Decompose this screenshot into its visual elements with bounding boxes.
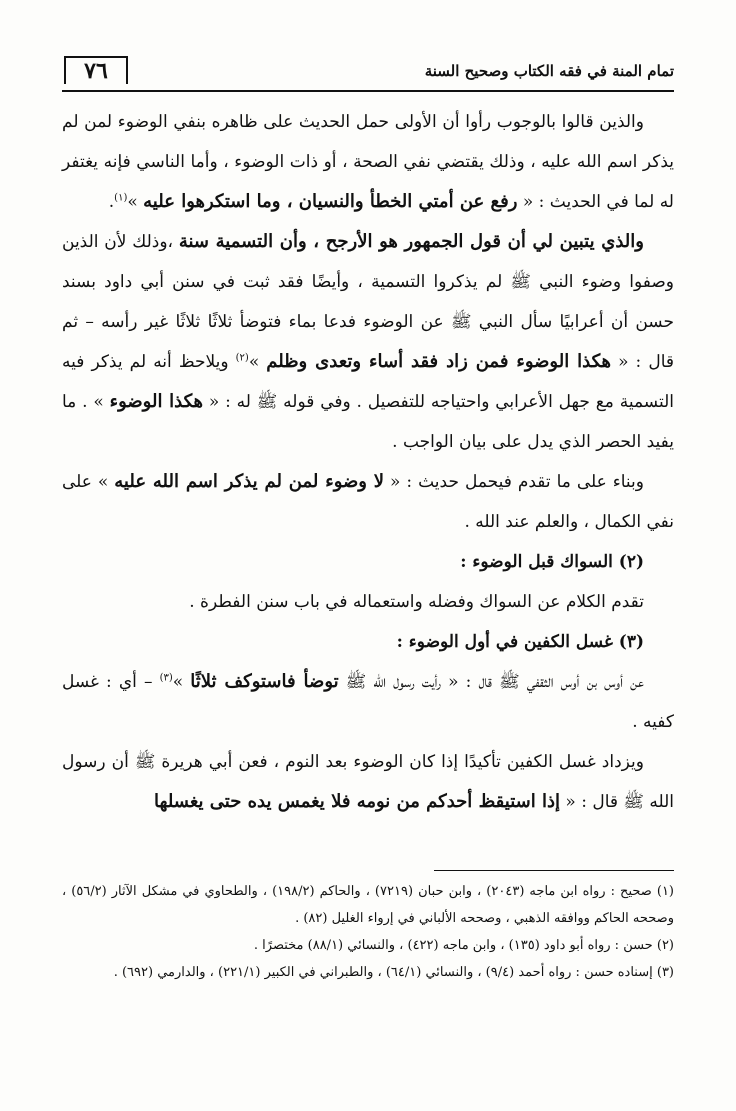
p6-text: ويزداد غسل الكفين تأكيدًا إذا كان الوضوء بعد النوم ، فعن أبي هريرة ﷺ أن رسول الله ﷺ قال : « [62, 752, 674, 812]
page-number: ٧٦ [64, 56, 128, 84]
p1-end: . [108, 192, 115, 212]
paragraph-5 [62, 662, 674, 742]
main-text [62, 102, 674, 822]
paragraph-1 [62, 102, 674, 222]
footnotes [62, 878, 674, 986]
paragraph-4: تقدم الكلام عن السواك وفضله واستعماله في باب سنن الفطرة . [189, 592, 644, 612]
p5-text-2: – أي : غسل كفيه . [62, 672, 674, 732]
p2-text-1: ،وذلك لأن الذين وصفوا وضوء النبي ﷺ لم يذكروا التسمية ، وأيضًا فقد ثبت في سنن أبي داود بسند حسن أن أعرابيًا سأل النبي ﷺ عن الوضوء فدعا بماء فتوضأ ثلاثًا ثلاثًا غير رأسه – ثم قال : « [62, 232, 675, 372]
p6-hadith: إذا استيقظ أحدكم من نومه فلا يغمس يده حتى يغسلها [154, 791, 560, 812]
footnote-2: (٢) حسن : رواه أبو داود (١٣٥) ، وابن ماجه (٤٢٢) ، والنسائي (٨٨/١) مختصرًا . [253, 938, 674, 953]
running-title: تمام المنة في فقه الكتاب وصحيح السنة [424, 62, 674, 80]
p5-tail: » [172, 672, 191, 692]
p2-text-2: ويلاحظ أنه لم يذكر فيه التسمية مع جهل الأعرابي واحتياجه للتفصيل . وفي قوله ﷺ له : « [62, 352, 674, 412]
footnote-1: (١) صحيح : رواه ابن ماجه (٢٠٤٣) ، وابن حبان (٧٢١٩) ، والحاكم (١٩٨/٢) ، والطحاوي في مشكل الآثار (٥٦/٢) ، وصححه الحاكم ووافقه الذهبي ، وصححه الألباني في إرواء الغليل (٨٢) . [62, 884, 674, 926]
p2-hadith-2: هكذا الوضوء [109, 391, 204, 412]
heading-wash-hands: (٣) غسل الكفين في أول الوضوء : [396, 632, 644, 652]
p3-text: وبناء على ما تقدم فيحمل حديث : « [384, 472, 644, 492]
p2-text-3: » . ما يفيد الحصر الذي يدل على بيان الواجب . [62, 392, 674, 452]
footnote-ref-2: (٢) [235, 352, 249, 364]
p3-hadith: لا وضوء لمن لم يذكر اسم الله عليه [114, 471, 385, 492]
p3-text-2: » على نفي الكمال ، والعلم عند الله . [62, 472, 674, 532]
footnote-divider [434, 870, 674, 871]
p2-tail: » [248, 352, 267, 372]
heading-siwak: (٢) السواك قبل الوضوء : [460, 552, 644, 572]
p2-hadith: هكذا الوضوء فمن زاد فقد أساء وتعدى وظلم [266, 351, 612, 372]
footnote-3: (٣) إسناده حسن : رواه أحمد (٩/٤) ، والنسائي (٦٤/١) ، والطبراني في الكبير (٢٢١/١) ، والدارمي (٦٩٢) . [113, 965, 674, 980]
p5-text: عن أوس بن أوس الثقفي ﷺ قال : « رأيت رسول الله ﷺ [338, 672, 644, 692]
p1-hadith: رفع عن أمتي الخطأ والنسيان ، وما استكرهوا عليه [143, 191, 518, 212]
paragraph-2 [62, 222, 674, 462]
p1-tail: » [127, 192, 144, 212]
p1-text: والذين قالوا بالوجوب رأوا أن الأولى حمل الحديث على ظاهره بنفي الوضوء لمن لم يذكر اسم الله عليه ، وذلك يقتضي نفي الصحة ، أو ذات الوضوء ، وأما الناسي فإنه يغتفر له لما في الحديث : « [62, 112, 674, 212]
footnote-ref-3: (٣) [159, 672, 173, 684]
paragraph-3 [62, 462, 674, 542]
page-header [62, 52, 674, 92]
paragraph-6 [62, 742, 674, 822]
p5-hadith: توضأ فاستوكف ثلاثًا [190, 671, 339, 692]
p2-thesis: والذي يتبين لي أن قول الجمهور هو الأرجح ، وأن التسمية سنة [178, 231, 644, 252]
footnote-ref-1: (١) [114, 192, 128, 204]
